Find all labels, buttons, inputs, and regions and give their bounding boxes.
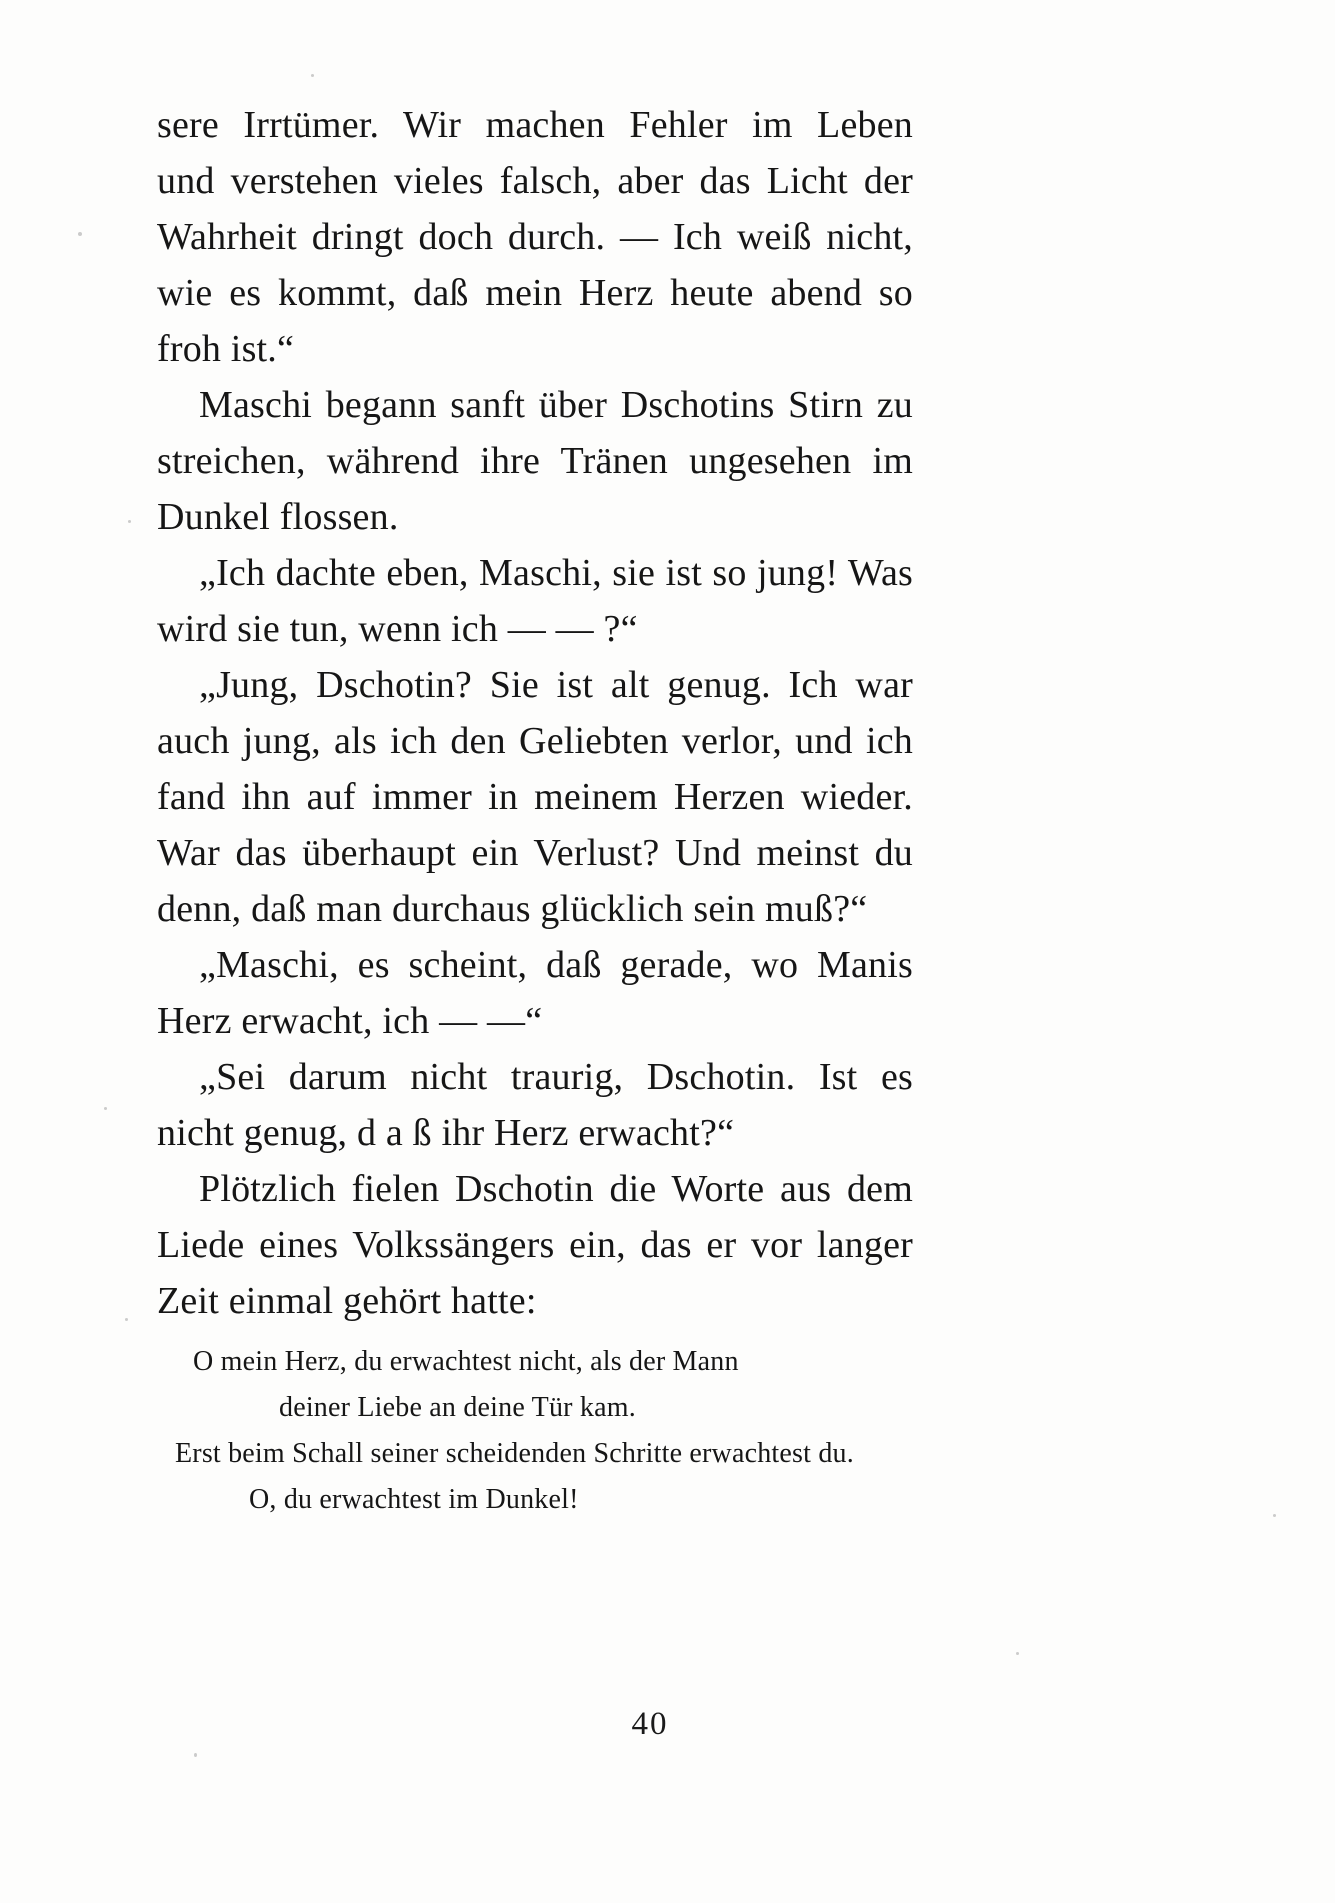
scan-speck [125, 1318, 128, 1321]
prose-section [157, 97, 913, 1329]
poem-line: deiner Liebe an deine Tür kam. [279, 1392, 636, 1423]
scan-speck [194, 1753, 197, 1757]
text-line: „Maschi, es scheint, daß gerade, wo Manis [199, 944, 913, 986]
text-line: denn, daß man durchaus glücklich sein muß?“ [157, 888, 868, 930]
text-line: „Ich dachte eben, Maschi, sie ist so jung! Was [199, 552, 913, 594]
text-line: froh ist.“ [157, 328, 295, 370]
scan-speck [104, 1107, 107, 1110]
scan-speck [1016, 1652, 1019, 1655]
text-line: wird sie tun, wenn ich — — ?“ [157, 608, 638, 650]
text-line: und verstehen vieles falsch, aber das Licht der [157, 160, 913, 202]
text-block [157, 97, 913, 1523]
text-line: nicht genug, d a ß ihr Herz erwacht?“ [157, 1112, 735, 1154]
text-line: „Sei darum nicht traurig, Dschotin. Ist es [199, 1056, 913, 1098]
text-line: Wahrheit dringt doch durch. — Ich weiß nicht, [157, 216, 913, 258]
text-line: wie es kommt, daß mein Herz heute abend so [157, 272, 913, 314]
scan-speck [128, 520, 131, 523]
poem-line: O mein Herz, du erwachtest nicht, als der Mann [193, 1346, 739, 1377]
text-line: Herz erwacht, ich — —“ [157, 1000, 543, 1042]
poem-line: O, du erwachtest im Dunkel! [249, 1484, 579, 1515]
scan-speck [78, 232, 82, 236]
scan-speck [1273, 1514, 1276, 1517]
scan-speck [311, 74, 314, 77]
text-line: Maschi begann sanft über Dschotins Stirn zu [199, 384, 913, 426]
text-line: Plötzlich fielen Dschotin die Worte aus dem [199, 1168, 913, 1210]
text-line: sere Irrtümer. Wir machen Fehler im Leben [157, 104, 913, 146]
text-line: fand ihn auf immer in meinem Herzen wieder. [157, 776, 913, 818]
text-line: Dunkel flossen. [157, 496, 399, 538]
text-line: Zeit einmal gehört hatte: [157, 1280, 537, 1322]
text-line: War das überhaupt ein Verlust? Und meinst du [157, 832, 913, 874]
text-line: streichen, während ihre Tränen ungesehen im [157, 440, 913, 482]
text-line: Liede eines Volkssängers ein, das er vor langer [157, 1224, 913, 1266]
page-number: 40 [631, 1706, 669, 1742]
poem-section [157, 1339, 913, 1523]
poem-line: Erst beim Schall seiner scheidenden Schritte erwachtest du. [175, 1438, 854, 1469]
text-line: auch jung, als ich den Geliebten verlor, und ich [157, 720, 913, 762]
text-line: „Jung, Dschotin? Sie ist alt genug. Ich war [199, 664, 913, 706]
